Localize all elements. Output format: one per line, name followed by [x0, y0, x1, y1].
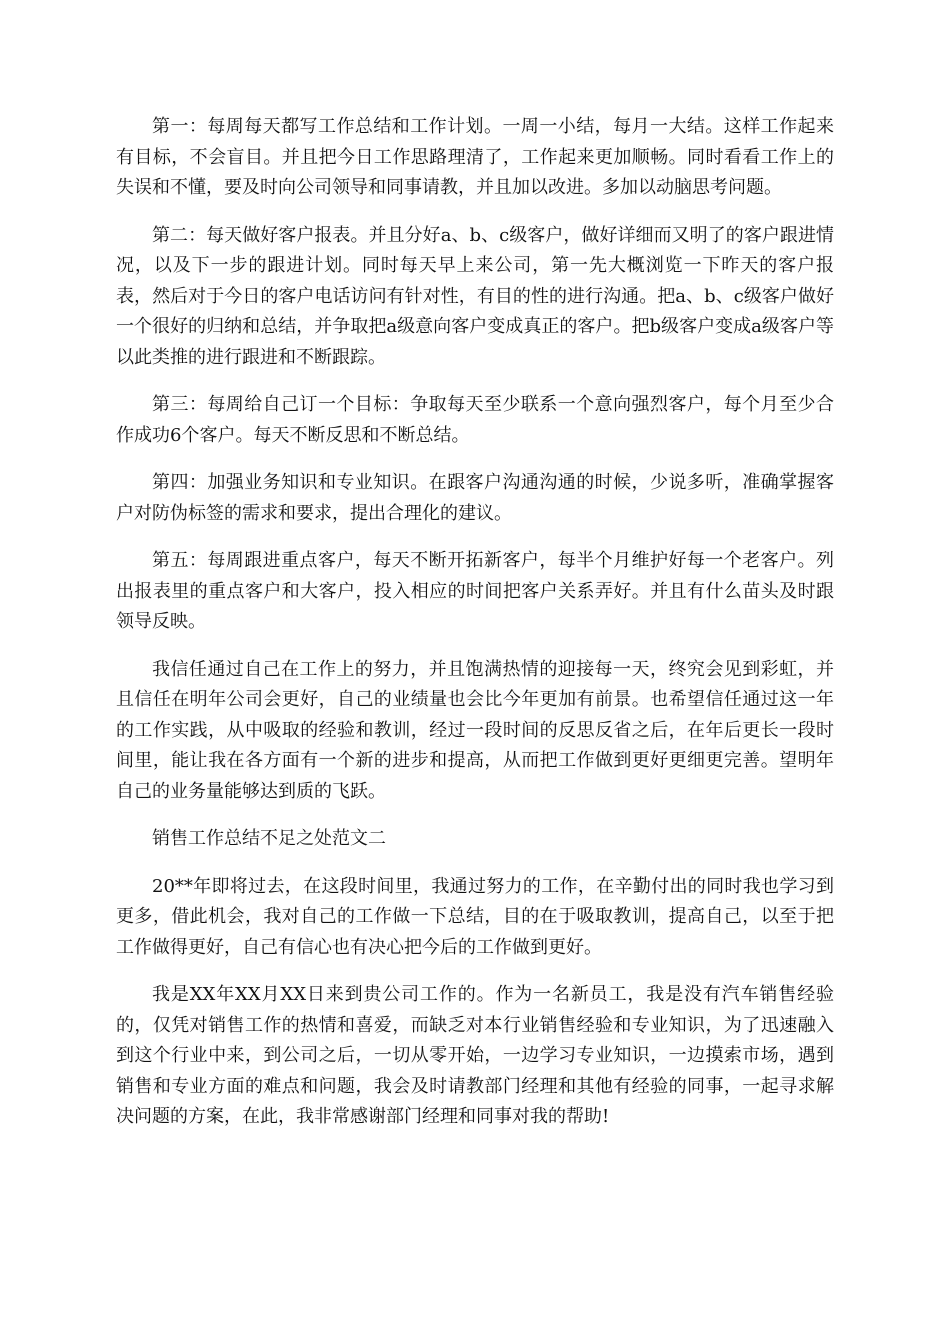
paragraph-6: 我信任通过自己在工作上的努力，并且饱满热情的迎接每一天，终究会见到彩虹，并且信任在明年公司会更好，自己的业绩量也会比今年更加有前景。也希望信任通过这一年的工作实践，从中吸取的经验和教训，经过一段时间的反思反省之后，在年后更长一段时间里，能让我在各方面有一个新的进步和提高，从而把工作做到更好更细更完善。望明年自己的业务量能够达到质的飞跃。 [116, 658, 834, 802]
paragraph-3: 第三：每周给自己订一个目标：争取每天至少联系一个意向强烈客户，每个月至少合作成功6个客户。每天不断反思和不断总结。 [116, 394, 834, 446]
paragraph-8: 我是XX年XX月XX日来到贵公司工作的。作为一名新员工，我是没有汽车销售经验的，仅凭对销售工作的热情和喜爱，而缺乏对本行业销售经验和专业知识，为了迅速融入到这个行业中来，到公司之后，一切从零开始，一边学习专业知识，一边摸索市场，遇到销售和专业方面的难点和问题，我会及时请教部门经理和其他有经验的同事，一起寻求解决问题的方案，在此，我非常感谢部门经理和同事对我的帮助! [116, 984, 834, 1127]
paragraph-5: 第五：每周跟进重点客户，每天不断开拓新客户，每半个月维护好每一个老客户。列出报表里的重点客户和大客户，投入相应的时间把客户关系弄好。并且有什么苗头及时跟领导反映。 [116, 550, 834, 632]
section-heading: 销售工作总结不足之处范文二 [152, 828, 386, 849]
paragraph-7: 20**年即将过去，在这段时间里，我通过努力的工作，在辛勤付出的同时我也学习到更多，借此机会，我对自己的工作做一下总结，目的在于吸取教训，提高自己，以至于把工作做得更好，自己有信心也有决心把今后的工作做到更好。 [116, 875, 834, 958]
paragraph-2: 第二：每天做好客户报表。并且分好a、b、c级客户，做好详细而又明了的客户跟进情况，以及下一步的跟进计划。同时每天早上来公司，第一先大概浏览一下昨天的客户报表，然后对于今日的客户电话访问有针对性，有目的性的进行沟通。把a、b、c级客户做好一个很好的归纳和总结，并争取把a级意向客户变成真正的客户。把b级客户变成a级客户等以此类推的进行跟进和不断跟踪。 [116, 224, 834, 368]
document-page [116, 112, 834, 1150]
paragraph-4: 第四：加强业务知识和专业知识。在跟客户沟通沟通的时候，少说多听，准确掌握客户对防伪标签的需求和要求，提出合理化的建议。 [116, 472, 834, 524]
paragraph-1: 第一：每周每天都写工作总结和工作计划。一周一小结，每月一大结。这样工作起来有目标，不会盲目。并且把今日工作思路理清了，工作起来更加顺畅。同时看看工作上的失误和不懂，要及时向公司领导和同事请教，并且加以改进。多加以动脑思考问题。 [116, 116, 834, 198]
